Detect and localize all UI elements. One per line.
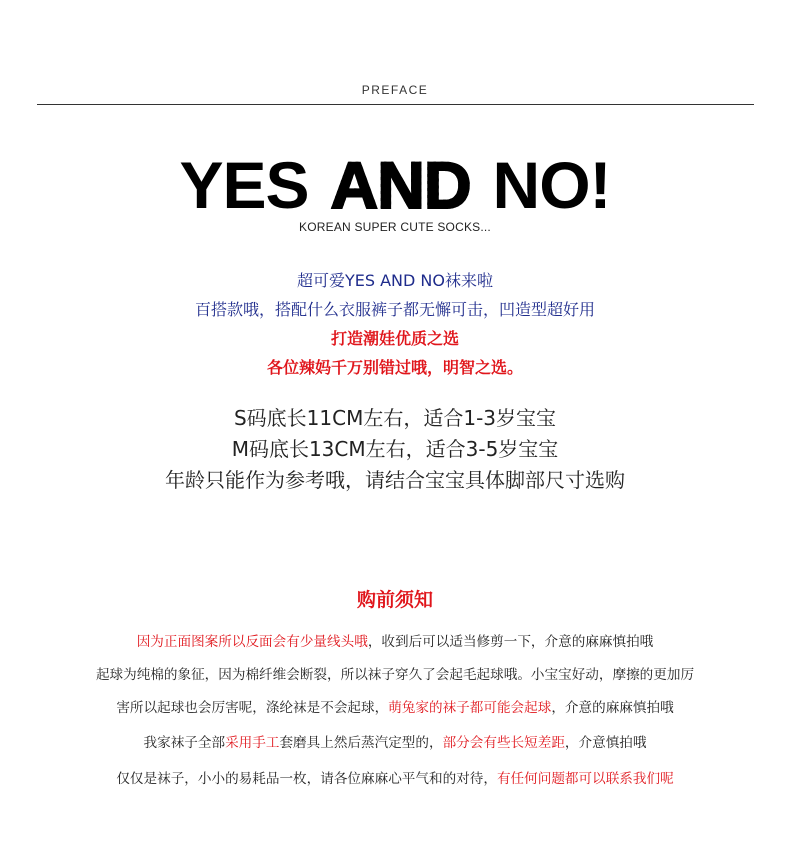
promo-line-1: 超可爱YES AND NO袜来啦 xyxy=(296,271,493,290)
notice-line-1 xyxy=(0,630,790,650)
notice-line-5 xyxy=(0,767,790,787)
notice-line-4-text-a: 我家袜子全部 xyxy=(143,735,226,751)
notice-line-4-highlight-a: 采用手工 xyxy=(225,735,280,751)
notice-line-4-text-c: ，介意慎拍哦 xyxy=(564,735,647,751)
notice-line-4-text-b: 套磨具上然后蒸汽定型的， xyxy=(279,735,443,751)
size-m-info: M码底长13CM左右，适合3-5岁宝宝 xyxy=(231,437,559,461)
hero-title xyxy=(0,150,790,220)
header-divider xyxy=(37,104,754,105)
hero-word-and: AND xyxy=(330,148,471,222)
preface-label: PREFACE xyxy=(361,83,429,97)
notice-line-3-text-a: 害所以起球也会厉害呢，涤纶袜是不会起球， xyxy=(116,700,389,716)
notice-line-5-text: 仅仅是袜子，小小的易耗品一枚，请各位麻麻心平气和的对待， xyxy=(116,771,497,787)
promo-line-4: 各位辣妈千万别错过哦，明智之选。 xyxy=(266,358,523,377)
notice-line-1-text: ，收到后可以适当修剪一下，介意的麻麻慎拍哦 xyxy=(367,634,654,650)
promo-line-2: 百搭款哦，搭配什么衣服裤子都无懈可击，凹造型超好用 xyxy=(194,300,595,319)
size-s-info: S码底长11CM左右，适合1-3岁宝宝 xyxy=(233,406,557,430)
notice-title: 购前须知 xyxy=(356,589,433,611)
hero-word-no: NO! xyxy=(492,148,611,222)
hero-word-yes: YES xyxy=(179,148,309,222)
size-note: 年龄只能作为参考哦，请结合宝宝具体脚部尺寸选购 xyxy=(165,468,625,492)
notice-line-1-highlight: 因为正面图案所以反面会有少量线头哦 xyxy=(136,634,368,650)
notice-line-2: 起球为纯棉的象征，因为棉纤维会断裂，所以袜子穿久了会起毛起球哦。小宝宝好动，摩擦的更加厉 xyxy=(95,667,695,683)
notice-line-5-highlight: 有任何问题都可以联系我们呢 xyxy=(496,771,674,787)
notice-line-4-highlight-b: 部分会有些长短差距 xyxy=(442,735,565,751)
hero-subtitle: KOREAN SUPER CUTE SOCKS... xyxy=(299,220,491,234)
promo-line-3: 打造潮娃优质之选 xyxy=(330,329,459,348)
notice-line-4 xyxy=(0,731,790,751)
notice-line-3-text-b: ，介意的麻麻慎拍哦 xyxy=(551,700,674,716)
notice-line-3-highlight: 萌兔家的袜子都可能会起球 xyxy=(388,700,552,716)
notice-line-3 xyxy=(0,696,790,716)
